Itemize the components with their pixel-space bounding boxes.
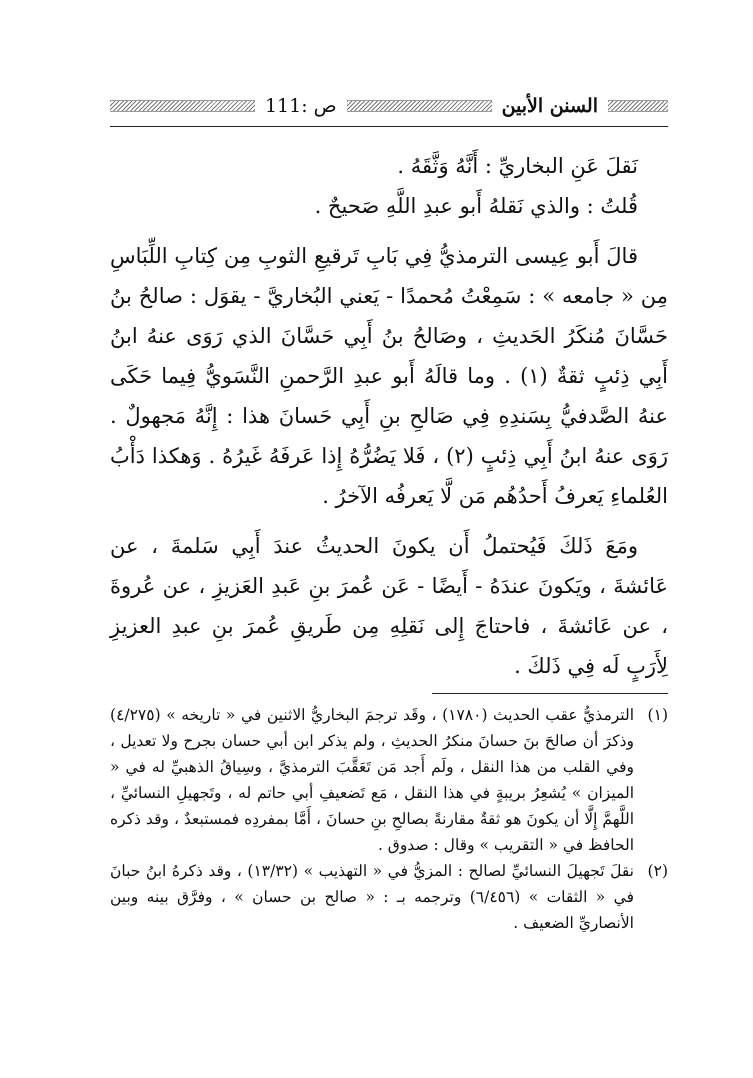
paragraph-1: نَقلَ عَنِ البخاريِّ : أَنَّهُ وَثَّقَهُ .: [397, 154, 638, 178]
running-header: [110, 92, 668, 120]
header-ornament-left: [110, 100, 255, 112]
book-title: السنن الأبين: [501, 95, 598, 117]
footnote-number: (١): [647, 706, 668, 724]
footnote-separator: [432, 693, 668, 694]
paragraph-3: قالَ أَبو عِيسى الترمذيُّ فِي بَابِ تَرقيعِ الثوبِ مِن كِتابِ اللِّبَاسِ مِن « جامعه » : سَمِعْتُ مُحمدًا - يَعني البُخاريَّ - يقوَل : صالحُ بنُ حَسَّانَ مُنكَرُ الحَديثِ ، وصَالحُ بنُ أَبِي حَسَّانَ الذي رَوَى عنهُ ابنُ أَبِي ذِئبٍ ثقةٌ (١) . وما قالَهُ أَبو عبدِ الرَّحمنِ النَّسَويُّ فِيما حَكَى عنهُ الصَّدفيُّ بِسَندِهِ فِي صَالحِ بنِ أَبِي حَسانَ هذا : إِنَّهُ مَجهولٌ . رَوَى عنهُ ابنُ أَبِي ذِئبٍ (٢) ، فَلا يَضُرُّهُ إِذا عَرفَهُ غَيرُهُ . وَهكذا دَأْبُ العُلماءِ يَعرفُ أَحدُهُم مَن لَّا يَعرفُه الآخرُ .: [110, 244, 668, 508]
footnote-text: نقلَ تَجهيلَ النسائيِّ لصالح : المزيُّ في « التهذيب » (١٣/٣٢) ، وقد ذكرهُ ابنُ حبانَ في « الثقات » (٦/٤٥٦) وترجمه بـ : « صالح بن حسان » ، وفرَّق بينه وبين الأنصاريِّ الضعيف .: [110, 862, 634, 932]
footnotes: [110, 702, 668, 936]
footnote-number: (٢): [647, 862, 668, 880]
header-rule: [110, 126, 668, 127]
footnote-2: [110, 858, 668, 936]
page-number: ص :111: [264, 95, 337, 117]
paragraph-4: ومَعَ ذَلكَ فَيُحتملُ أَن يكونَ الحديثُ عندَ أَبِي سَلمةَ ، عن عَائشةَ ، ويَكونَ عندَهُ - أَيضًا - عَن عُمرَ بنِ عَبدِ العَزيزِ ، عن عُروةَ ، عن عَائشةَ ، فاحتاجَ إِلى نَقلِهِ مِن طَريقِ عُمرَ بنِ عبدِ العزيزِ لِأَرَبٍ لَه فِي ذَلكَ .: [110, 534, 668, 678]
header-ornament-middle: [347, 100, 492, 112]
header-ornament-right: [608, 100, 668, 112]
footnote-text: الترمذيُّ عقب الحديث (١٧٨٠) ، وقَد ترجمَ البخاريُّ الاثنين في « تاريخه » (٤/٢٧٥) وذكرَ أن صالحَ بنَ حسانَ منكرُ الحديثِ ، ولم يذكر ابن أبي حسان بجرح ولا تعديل ، وفي القلب من هذا النقل ، ولَم أَجد مَن تَعَقَّبَ الترمذيَّ ، وسِياقُ الذهبيِّ له في « الميزان » يُشعِرُ بريبةٍ في هذا النقل ، مَع تَضعيفِ أبي حاتم له ، وتَجهيلِ النسائيِّ ، اللَّهمَّ إِلَّا أن يكونَ هو ثقةٌ مقارنةً بصالحِ بنِ حسانَ ، أَمَّا بمفردِه فمستبعدٌ ، وقد ذكره الحافظ في « التقريب » وقال : صدوق .: [110, 706, 635, 854]
main-text: [110, 146, 668, 686]
footnote-1: [110, 702, 668, 858]
paragraph-2: قُلتُ : والذي نَقلهُ أَبو عبدِ اللَّهِ صَحيحٌ .: [314, 194, 638, 218]
